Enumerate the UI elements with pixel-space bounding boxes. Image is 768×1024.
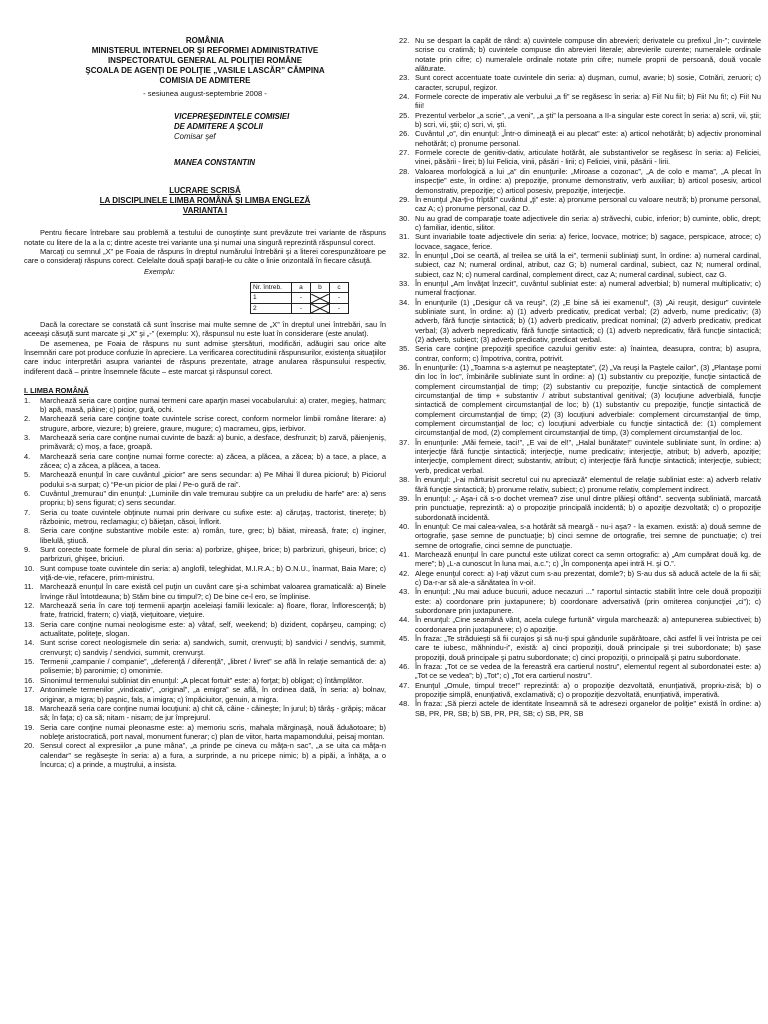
institution-header (24, 36, 386, 86)
question-item (24, 704, 386, 723)
example-table (250, 282, 349, 314)
question-item (399, 569, 761, 588)
question-item (24, 741, 386, 769)
question-number: 47. (399, 680, 410, 690)
question-text: În fraza: „Tot ce se vedea de la fereastră era cartierul nostru”, elementul regent al subordonatei este: a) „Tot ce se vedea”; b) „Tot”; c) „Tot era cartierul nostru”. (415, 662, 761, 681)
question-item (24, 564, 386, 583)
question-text: Seria care conţine prepoziţii specifice cazului genitiv este: a) înaintea, deasupra, contra; b) asupra, contrar, conform; c) împotriva, contra, potrivit. (415, 344, 761, 363)
question-text: Sensul corect al expresiilor „a pune mâna”, „a prinde pe cineva cu mâţa-n sac”, „a se uita ca mâţa-n calendar” se regăseşte în seria: a) a fura, a surprinde, a nu pricepe nimic; b) a pipăi, a înhăţa, a o încurca; c) a prinde, a muştrului, a insista. (40, 741, 386, 769)
question-number: 27. (399, 148, 410, 158)
question-text: Cuvântul „o”, din enunţul: „Într-o dimineaţă ei au plecat” este: a) articol nehotărât; b) adjectiv pronominal nehotărât; c) pronume personal. (415, 129, 761, 148)
exam-title-line: LA DISCIPLINELE LIMBA ROMÂNĂ ŞI LIMBA ENGLEZĂ (99, 196, 311, 206)
question-number: 41. (399, 549, 410, 559)
question-item (399, 36, 761, 73)
exam-variant: VARIANTA I (182, 206, 228, 216)
question-item (399, 634, 761, 662)
example-table-cell: - (330, 303, 349, 313)
example-x-mark (311, 303, 330, 313)
left-column (24, 36, 386, 769)
question-number: 9. (24, 545, 31, 554)
question-text: În enunţul: „I-ai mărturisit secretul cui nu apreciază” elementul de relaţie subliniat este: a) adverb relativ fără funcţie sintactică; b) pronume relativ, subiect; c) pronume relativ, complement indirect. (415, 475, 761, 494)
example-label: Exemplu: (144, 266, 175, 276)
question-number: 44. (399, 615, 410, 625)
question-text: Marchează seria în care toţi termenii aparţin aceleiaşi familii lexicale: a) floare, florar, înflorescenţă; b) frate, fratricid, fratern; c) viaţă, vieţuitoare, vieţuire. (40, 601, 386, 620)
question-number: 10. (24, 563, 35, 573)
instruction-paragraph: Marcaţi cu semnul „X” pe Foaia de răspuns în dreptul numărului întrebării şi a literei corespunzătoare pe care o consideraţi răspuns corect. Celelalte două spaţii barați-le cu câte o linie orizontală în fiecare căsuţă. (24, 247, 386, 266)
question-text: Seria care conţine substantive mobile este: a) român, ture, grec; b) băiat, mireasă, frate; c) inginer, libelulă, ştiucă. (40, 526, 386, 545)
right-column (399, 36, 761, 718)
question-number: 40. (399, 521, 410, 531)
question-text: Marchează enunţul în care punctul este utilizat corect ca semn ortografic: a) „Am cumpărat două kg. de mere”; b) „L-a cunoscut în luna mai, a.c.”; c) „În componenţa apei intră H. şi O.”. (415, 549, 761, 569)
question-list-left (24, 396, 386, 770)
question-text: Sunt scrise corect neologismele din seria: a) sandwich, sumit, crenvuşti; b) sandvici / sendviş, summit, crenvurşt; c) sandviş / sendvici, summit, crenvurşt. (40, 638, 386, 657)
question-item (24, 723, 386, 742)
signature-title: VICEPREŞEDINTELE COMISIEI (174, 112, 290, 122)
signature-block (174, 112, 386, 168)
question-text: Marchează seria care conţine numai termeni care aparţin masei vocabularului: a) crater, megieş, hatman; b) apă, masă, pâine; c) picior, gură, ochi. (40, 395, 386, 414)
question-number: 30. (399, 213, 410, 223)
question-text: Seria care conţine numai neologisme este: a) vâtaf, self, weekend; b) dizident, copârşeu, camping; c) actualitate, politeţe, slogan. (40, 619, 386, 639)
question-item (24, 452, 386, 471)
question-item (24, 396, 386, 415)
question-text: Marchează seria care conţine numai locuţiuni: a) chit că, câine - câineşte; în jurul; b) târâş - grăpiş; măcar să; în faţa; c) ca să; nitam - nisam; de jur împrejurul. (40, 703, 386, 723)
question-number: 25. (399, 110, 410, 120)
question-item (399, 615, 761, 634)
question-number: 20. (24, 741, 35, 751)
question-number: 39. (399, 493, 410, 503)
question-text: În enunţul: „Cine seamănă vânt, acela culege furtună” virgula marchează: a) antepunerea subiectivei; b) coordonarea prin juxtapunere; c) o apoziţie. (415, 615, 761, 634)
question-item (399, 699, 761, 718)
question-text: Antonimele termenilor „vindicativ”, „original”, „a emigra” se află, în ordinea dată, în seria: a) bolnav, originar, a migra; b) paşnic, fals, a imigra; c) împăciuitor, genuin, a migra. (40, 685, 386, 704)
question-number: 14. (24, 638, 35, 648)
header-line: MINISTERUL INTERNELOR ŞI REFORMEI ADMINISTRATIVE (91, 46, 319, 55)
question-text: Marchează seria care conţine toate cuvintele scrise corect, conform normelor limbii române literare: a) strugure, arbore, viezure; b) greiere, graure, mugure; c) macramеu, gips, ierbivor. (40, 414, 386, 433)
question-number: 34. (399, 297, 410, 307)
question-item (24, 470, 386, 489)
example-table-cell: 2 (251, 303, 292, 313)
question-number: 22. (399, 36, 410, 45)
question-number: 29. (399, 194, 410, 204)
question-number: 18. (24, 703, 35, 713)
example-table-header: c (330, 283, 349, 293)
question-number: 31. (399, 232, 410, 242)
question-text: Alege enunţul corect: a) I-aţi văzut cum s-au prezentat, domle?; b) S-au dus să aducă actele de la fii săi; c) Da-r-ar să ale-a sănătatea în v-oi!. (415, 568, 761, 587)
question-number: 6. (24, 488, 31, 498)
signature-name: MANEA CONSTANTIN (174, 158, 255, 168)
example-table-cell: - (292, 293, 311, 303)
question-number: 45. (399, 634, 410, 643)
question-number: 11. (24, 582, 34, 592)
question-text: În enunţul „Doi se ceartă, al treilea se uită la ei”, termenii subliniaţi sunt, în ordine: a) numeral cardinal, subiect, caz N; numeral ordinal, atribut, caz G; b) numeral cardinal, subiect, caz N; numeral ordinal, subiect, caz N; c) numeral cardinal, complement direct, caz A; numeral cardinal, subiect, caz G. (415, 250, 761, 279)
question-item (24, 433, 386, 452)
question-text: În enunţul: Ce mai calea-valea, s-a hotărât să meargă - nu-i aşa? - la examen. există: a) două semne de ortografie, şase semne de punctuaţie; b) cinci semne de ortografie, trei semne de punctuaţie; c) trei semne de ortografie, cinci semne de punctuaţie. (415, 521, 761, 550)
example-table-header: b (311, 283, 330, 293)
question-text: Formele corecte de imperativ ale verbului „a fi” se regăsesc în seria: a) Fii! Nu fii!; b) Fii! Nu fi!; c) Fii! Nu fiii! (415, 92, 761, 111)
question-item (399, 344, 761, 363)
question-number: 43. (399, 587, 410, 597)
question-number: 12. (24, 601, 35, 611)
question-number: 26. (399, 129, 410, 139)
example-x-mark (311, 293, 330, 303)
question-text: Nu au grad de comparaţie toate adjectivele din seria: a) străvechi, cubic, inferior; b) cuminte, oblic, drept; c) familiar, identic, silitor. (415, 213, 761, 232)
question-text: Cuvântul „tremurau” din enunţul: „Luminile din vale tremurau subţire ca un preludiu de harfe” are: a) sens propriu; b) sens figurat; c) sens secundar. (40, 488, 386, 508)
question-item (399, 279, 761, 298)
question-item (399, 148, 761, 167)
section-title: I. LIMBA ROMÂNĂ (24, 386, 89, 396)
question-text: Termenii „campanie / companie”, „deferenţă / diferenţă”, „libret / livret” se află în relaţie semantică de: a) polisemie; b) paronimie; c) omonimie. (40, 657, 386, 676)
question-text: Seria cu toate cuvintele obţinute numai prin derivare cu sufixe este: a) căruţaş, tractorist, tinereţe; b) războinic, metrou, reclamagiu; c) băieţan, căsoi, înflorit. (40, 507, 386, 526)
question-text: În enunţul „Am învăţat înzecit”, cuvântul subliniat este: a) numeral adverbial; b) numeral multiplicativ; c) numeral fracţionar. (415, 278, 761, 298)
question-number: 7. (24, 507, 31, 517)
question-number: 48. (399, 699, 410, 709)
question-number: 13. (24, 619, 35, 629)
session-line: - sesiunea august-septembrie 2008 - (143, 89, 267, 98)
question-item (399, 681, 761, 700)
question-number: 32. (399, 250, 410, 260)
instruction-paragraph: Pentru fiecare întrebare sau problemă a testului de cunoştinţe sunt prevăzute trei variante de răspuns notate cu litere de la a la c; dintre aceste trei variante una şi numai una singură reprezintă răspunsul corect. (24, 228, 386, 247)
question-item (399, 494, 761, 522)
question-text: Marchează seria care conţine numai forme corecte: a) zăcea, a plăcea, a zăcea; b) a tace, a place, a zăcea; c) a zăcea, a plăcea, a tacea. (40, 451, 386, 470)
header-line: INSPECTORATUL GENERAL AL POLIŢIEI ROMÂNE (107, 56, 303, 65)
question-text: Enunţul „Omule, timpul trece!” reprezintă: a) o propoziţie dezvoltată, enunţiativă, propriu-zisă; b) o propoziţie simplă, enunţiativă, exclamativă; c) o propoziţie dezvoltată, enunţiativă, imperativă. (415, 680, 761, 700)
question-item (399, 550, 761, 569)
question-item (24, 508, 386, 527)
question-number: 1. (24, 395, 31, 405)
question-number: 37. (399, 437, 410, 447)
question-text: Sinonimul termenului subliniat din enunţul: „A plecat fortuit” este: a) forţat; b) obligat; c) întâmplător. (40, 675, 364, 685)
question-text: Nu se despart la capăt de rând: a) cuvintele compuse din abrevieri; derivatele cu prefixul „în-”; cuvintele scrise cu cratimă; b) cuvintele compuse din abrevieri literale; abrevierile curente; numeralele ordinale notate prin cifre; c) numeralele ordinale notate prin cifre; numele proprii de persoană, două vocale alăturate. (415, 36, 761, 74)
example-table-header: Nr. întreb. (251, 283, 292, 293)
question-item (399, 92, 761, 111)
question-item (24, 414, 386, 433)
question-text: Marchează seria care conţine numai cuvinte de bază: a) bunic, a desface, desfrunzit; b) zarvă, păienjeniş, primăvară; c) moş, a face, groapă. (40, 432, 386, 452)
question-item (399, 214, 761, 233)
question-item (24, 638, 386, 657)
question-number: 35. (399, 344, 410, 354)
question-text: În enunţurile: „Măi femeie, taci!”, „E vai de el!”, „Halal bunătate!” cuvintele subliniate sunt, în ordine: a) interjecţie fără funcţie sintactică; interjecţie, nume predicativ; interjecţie, atribut; b) adverb, apoziţie; interjecţie, complement direct; substantiv, atribut; c) interjecţie fără funcţie sintactică; interjecţie, subiect; verb, predicat verbal. (415, 437, 761, 475)
question-item (399, 587, 761, 615)
question-item (24, 582, 386, 601)
question-number: 17. (24, 685, 35, 695)
question-item (24, 526, 386, 545)
question-item (24, 657, 386, 676)
example-table-cell: - (292, 303, 311, 313)
question-number: 19. (24, 722, 35, 732)
question-text: Sunt compuse toate cuvintele din seria: a) anglofil, teleghidat, M.I.R.A.; b) O.N.U., înarmat, Baia Mare; c) viţă-de-vie, refacere, prim-ministru. (40, 563, 386, 583)
question-item (399, 129, 761, 148)
signature-title: DE ADMITERE A ŞCOLII (174, 122, 263, 132)
example-table-cell: 1 (251, 293, 292, 303)
question-item (399, 662, 761, 681)
question-number: 8. (24, 526, 31, 536)
question-number: 46. (399, 662, 410, 672)
question-text: Seria care conţine numai pleonasme este: a) memoriu scris, mahala mărginaşă, nouă ăduăotoare; b) nobleţe aristocratică, port naval, monument funerar; c) plan de viitor, harta mapamondului, peisaj montan. (40, 722, 386, 741)
question-text: În enunţurile: (1) „Toamna s-a aşternut pe neaşteptate”, (2) „Va reuşi la Paştele cailor”, (3) „Plantaşe pomi din loc în loc”, îmbinările subliniate sunt în ordine: a) (1) substantiv cu prepoziţie, funcţie sintactică de complement circumstanţial de timp; (2) substantiv cu prepoziţie, funcţie sintactică de complement circumstanţial de timp + substantiv / atribut substantival genitival; (3) locuţiune adverbială, funcţie sintactică de complement circumstanţial de loc; b) (1) substantiv cu prepoziţie, funcţie sintactică de complement circumstanţial de timp; (2) (3) locuţiuni adverbiale: complement circumstanţial de timp, complement circumstanţial de loc; c) locuţiuni adverbiale cu funcţie sintactică de: (1) complement circumstanţial de mod, (2) complement circumstanţial de timp, (3) complement circumstanţial de loc. (415, 363, 761, 438)
question-item (399, 73, 761, 92)
signature-rank: Comisar şef (174, 132, 216, 142)
question-item (399, 251, 761, 279)
header-line: ROMÂNIA (185, 36, 225, 45)
question-text: Marchează enunţul în care cuvântul „picior” are sens secundar: a) Pe Mihai îl durea piciorul; b) Piciorul podului s-a surpat; c) “Pe-un picior de plai / Pe-o gură de rai”. (40, 470, 386, 489)
question-number: 42. (399, 568, 410, 578)
question-text: Formele corecte de genitiv-dativ, articulate hotărât, ale substantivelor se regăsesc în seria: a) Feliciei, vinei, păsării - lirei; b) lui Felicia, vinii, păsări - lirii; c) Feliciei, vinii, păsării - lirii. (415, 148, 761, 167)
question-number: 36. (399, 363, 410, 373)
question-number: 15. (24, 657, 35, 667)
question-item (399, 475, 761, 494)
exam-title-line: LUCRARE SCRISĂ (169, 186, 241, 196)
question-number: 28. (399, 166, 410, 176)
question-number: 16. (24, 675, 35, 685)
question-text: În enunţul: „Nu mai aduce bucurii, aduce necazuri ...” raportul sintactic stabilit între cele două propoziţii este: a) coordonare prin juxtapunere; b) coordonare adversativă (prin omiterea conjuncţiei „ci”); c) subordonare prin juxtapunere. (415, 587, 761, 615)
question-item (399, 111, 761, 130)
question-item (24, 545, 386, 564)
question-text: Prezentul verbelor „a scrie”, „a veni”, „a şti” la persoana a II-a singular este corect în seria: a) scrii, vii, ştii; b) scri, vii, ştii; c) scri, vi, şti. (415, 110, 761, 130)
question-number: 4. (24, 451, 31, 461)
question-text: În fraza: „Să pierzi actele de identitate înseamnă să te adresezi organelor de poliţie” există în ordine: a) SB, PR, PR, SB; b) SB, PR, PR, SB; c) SB, PR, SB (415, 699, 761, 718)
question-text: Sunt corecte toate formele de plural din seria: a) porbrize, ghişee, brice; b) parbrizuri, ghişeuri, brice; c) parbrizuri, ghişee, briciuri. (40, 545, 386, 564)
question-item (399, 363, 761, 438)
header-line: ŞCOALA DE AGENŢI DE POLIŢIE „VASILE LASCĂR” CÂMPINA (85, 66, 325, 75)
question-text: Marchează enunţul în care există cel puţin un cuvânt care şi-a schimbat valoarea gramaticală: a) Binele învinge răul întotdeauna; b) Stăm bine cu timpul?; c) De bine ce-l ero, se împlinise. (40, 582, 386, 601)
instruction-paragraph: De asemenea, pe Foaia de răspuns nu sunt admise ştersături, modificări, adăugiri sau orice alte însemnări care pot produce confuzie în apreciere. La verificarea corectitudinii răspunsurilor, existenţa situaţiilor care induc interpretări asupra variantei de răspuns prezentate, atrage anularea răspunsului respectiv, indiferent dacă – printre însemnele făcute – este marcat şi răspunsul corect. (24, 338, 386, 376)
question-text: Valoarea morfologică a lui „a” din enunţurile: „Miroase a cozonac”, „A de colo e mama”, „A plecat în inspecţie” este, în ordine: a) prepoziţie, pronume demonstrativ, verb auxiliar; b) articol posesiv, articol demonstrativ, prepoziţie; c) articol posesiv, prepoziţie, interjecţie. (415, 166, 761, 195)
question-number: 2. (24, 414, 31, 424)
question-number: 38. (399, 475, 410, 485)
question-item (24, 601, 386, 620)
question-text: În enunţul: „- Aşa-i că s-o dochet vremea? zise unul dintre plăieşi oftând”. secvenţa subliniată, marcată prin punctuaţie, reprezintă: a) o propoziţie principală incidentă; b) o apoziţie dezvoltată; c) o propoziţie subordonată incidentă. (415, 493, 761, 522)
question-text: În enunţul „Na-ţi-o frîptă!” cuvântul „ţi” este: a) pronume personal cu valoare neutră; b) pronume personal, caz A; c) pronume personal, caz D. (415, 194, 761, 214)
question-item (399, 438, 761, 475)
question-item (399, 195, 761, 214)
question-number: 33. (399, 278, 410, 288)
question-number: 24. (399, 92, 410, 102)
header-line: COMISIA DE ADMITERE (159, 76, 251, 85)
question-item (24, 620, 386, 639)
question-item (24, 676, 386, 685)
question-item (399, 232, 761, 251)
question-number: 3. (24, 432, 31, 442)
question-item (24, 685, 386, 704)
question-text: Sunt corect accentuate toate cuvintele din seria: a) duşman, cumul, avarie; b) sosie, Cotnări, zeruori; c) caracter, scrupul, regizor. (415, 73, 761, 92)
question-item (24, 489, 386, 508)
exam-title (24, 186, 386, 216)
question-text: În fraza: „Te străduieşti să fii curajos şi să nu-ţi spui gândurile supărătoare, căci astfel îi vei întrista pe cei care te iubesc, măhnindu-i”, există: a) cinci propoziţii, două principale şi trei subordonate; b) şase propoziţii, două principale şi patru subordonate; c) cinci propoziţii, o principală şi patru subordonate. (415, 634, 761, 662)
question-item (399, 298, 761, 345)
question-number: 23. (399, 73, 410, 83)
question-text: Sunt invariabile toate adjectivele din seria: a) ferice, locvace, motrice; b) sagace, perspicace, atroce; c) locvace, sagace, ferice. (415, 232, 761, 251)
question-number: 5. (24, 470, 31, 480)
example-table-cell: - (330, 293, 349, 303)
question-item (399, 167, 761, 195)
question-text: În enunţurile (1) „Desigur că va reuşi”, (2) „E bine să iei examenul”, (3) „Ai reuşit, desigur” cuvintele subliniate sunt, în ordine: a) (1) adverb predicativ, predicat verbal; (2) adverb, nume predicativ; (3) adverb, fără funcţie sintactică; b) (1) adverb predicativ, predicat nominal; (2) adverb predicativ, predicat verbal; (3) adverb nepredicativ, fără funcţie sintactică; c) (1) adverb nepredicativ, fără funcţie sintactică; (2) adverb, subiect; (3) adverb predicativ, predicat verbal. (415, 297, 761, 344)
question-item (399, 522, 761, 550)
instruction-paragraph: Dacă la corectare se constată că sunt înscrise mai multe semne de „X” în dreptul unei întrebări, sau în aceeaşi căsuţă sunt marcate şi „X” şi „-” (exemplu: X), răspunsul nu este luat în considerare (este anulat). (24, 320, 386, 339)
example-table-header: a (292, 283, 311, 293)
question-list-right (399, 36, 761, 718)
